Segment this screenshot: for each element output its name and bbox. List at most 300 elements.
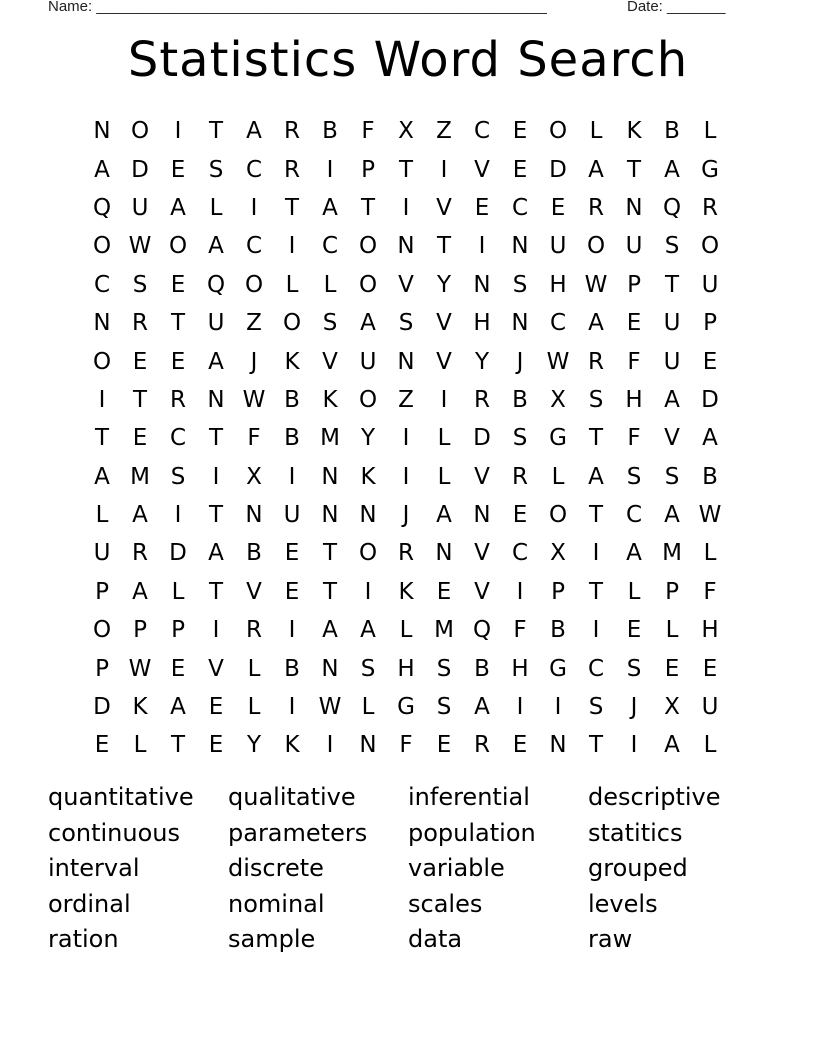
- grid-letter: A: [94, 156, 110, 183]
- grid-letter: T: [132, 386, 148, 413]
- grid-letter: E: [664, 655, 680, 682]
- grid-letter: E: [170, 271, 186, 298]
- grid-letter: J: [516, 348, 524, 375]
- grid-row: [83, 649, 729, 687]
- grid-letter: W: [242, 386, 266, 413]
- grid-letter: B: [664, 118, 680, 145]
- grid-letter: L: [323, 271, 337, 298]
- grid-letter: A: [132, 502, 148, 529]
- grid-letter: I: [288, 233, 296, 260]
- date-field-line: Date: _______: [627, 0, 726, 15]
- word-list-item: scales: [408, 889, 483, 918]
- grid-letter: S: [588, 694, 604, 721]
- grid-letter: D: [549, 156, 567, 183]
- grid-letter: I: [592, 617, 600, 644]
- grid-letter: I: [326, 732, 334, 759]
- grid-letter: N: [321, 655, 339, 682]
- word-list-item: variable: [408, 854, 505, 883]
- grid-letter: U: [131, 194, 149, 221]
- grid-letter: T: [208, 578, 224, 605]
- grid-letter: O: [92, 617, 112, 644]
- grid-letter: C: [245, 233, 263, 260]
- grid-letter: L: [247, 694, 261, 721]
- grid-letter: F: [703, 578, 717, 605]
- grid-letter: V: [322, 348, 338, 375]
- grid-letter: L: [437, 425, 451, 452]
- grid-letter: S: [208, 156, 224, 183]
- grid-letter: T: [170, 732, 186, 759]
- grid-letter: I: [478, 233, 486, 260]
- grid-letter: X: [246, 463, 262, 490]
- grid-letter: C: [473, 118, 491, 145]
- grid-letter: N: [321, 502, 339, 529]
- grid-letter: T: [436, 233, 452, 260]
- grid-letter: C: [169, 425, 187, 452]
- grid-letter: I: [516, 578, 524, 605]
- grid-letter: V: [474, 156, 490, 183]
- word-list-item: levels: [588, 889, 658, 918]
- grid-letter: A: [360, 617, 376, 644]
- grid-letter: L: [209, 194, 223, 221]
- grid-letter: N: [359, 732, 377, 759]
- grid-letter: S: [626, 655, 642, 682]
- grid-letter: T: [588, 732, 604, 759]
- letter-grid: [83, 112, 729, 765]
- grid-row: [83, 534, 729, 572]
- grid-letter: S: [132, 271, 148, 298]
- grid-letter: E: [284, 540, 300, 567]
- grid-letter: F: [627, 348, 641, 375]
- grid-letter: C: [625, 502, 643, 529]
- grid-letter: M: [130, 463, 150, 490]
- grid-letter: V: [474, 540, 490, 567]
- grid-letter: N: [93, 118, 111, 145]
- grid-letter: K: [284, 348, 300, 375]
- grid-letter: E: [94, 732, 110, 759]
- grid-letter: N: [511, 310, 529, 337]
- word-list-item: ordinal: [48, 889, 131, 918]
- grid-letter: L: [703, 732, 717, 759]
- grid-letter: W: [128, 233, 152, 260]
- grid-letter: V: [436, 310, 452, 337]
- grid-letter: J: [250, 348, 258, 375]
- grid-letter: P: [171, 617, 185, 644]
- word-list-item: ration: [48, 925, 119, 954]
- grid-letter: D: [93, 694, 111, 721]
- grid-letter: A: [132, 578, 148, 605]
- grid-letter: N: [625, 194, 643, 221]
- grid-letter: B: [550, 617, 566, 644]
- grid-letter: T: [208, 425, 224, 452]
- grid-letter: T: [208, 118, 224, 145]
- grid-letter: S: [360, 655, 376, 682]
- grid-row: [83, 573, 729, 611]
- grid-letter: I: [402, 194, 410, 221]
- grid-letter: A: [474, 694, 490, 721]
- grid-letter: C: [549, 310, 567, 337]
- grid-letter: D: [701, 386, 719, 413]
- grid-letter: E: [512, 156, 528, 183]
- word-list-item: raw: [588, 925, 633, 954]
- grid-letter: E: [436, 732, 452, 759]
- grid-letter: N: [435, 540, 453, 567]
- grid-letter: W: [584, 271, 608, 298]
- grid-letter: S: [436, 694, 452, 721]
- word-list-item: data: [408, 925, 463, 954]
- grid-letter: P: [95, 655, 109, 682]
- grid-letter: S: [588, 386, 604, 413]
- grid-letter: V: [436, 348, 452, 375]
- grid-letter: C: [93, 271, 111, 298]
- grid-letter: I: [288, 617, 296, 644]
- grid-letter: T: [626, 156, 642, 183]
- grid-letter: E: [284, 578, 300, 605]
- word-list-item: sample: [228, 925, 316, 954]
- grid-letter: U: [93, 540, 111, 567]
- grid-letter: Z: [436, 118, 452, 145]
- grid-letter: U: [625, 233, 643, 260]
- grid-letter: W: [546, 348, 570, 375]
- grid-letter: B: [474, 655, 490, 682]
- word-list-item: population: [408, 818, 536, 847]
- page-title: Statistics Word Search: [127, 32, 689, 88]
- grid-letter: O: [244, 271, 264, 298]
- grid-letter: L: [551, 463, 565, 490]
- grid-letter: N: [473, 502, 491, 529]
- grid-letter: D: [473, 425, 491, 452]
- grid-letter: H: [473, 310, 491, 337]
- grid-letter: O: [168, 233, 188, 260]
- grid-letter: F: [361, 118, 375, 145]
- grid-letter: X: [550, 540, 566, 567]
- word-list-item: qualitative: [228, 783, 356, 811]
- grid-letter: L: [361, 694, 375, 721]
- grid-letter: Q: [472, 617, 492, 644]
- grid-letter: X: [398, 118, 414, 145]
- grid-letter: T: [284, 194, 300, 221]
- grid-letter: L: [399, 617, 413, 644]
- grid-letter: S: [322, 310, 338, 337]
- grid-letter: I: [554, 694, 562, 721]
- grid-letter: W: [128, 655, 152, 682]
- grid-letter: I: [440, 156, 448, 183]
- grid-letter: N: [207, 386, 225, 413]
- grid-letter: V: [664, 425, 680, 452]
- grid-letter: I: [402, 425, 410, 452]
- grid-letter: H: [701, 617, 719, 644]
- grid-letter: R: [588, 194, 604, 221]
- grid-letter: O: [92, 348, 112, 375]
- grid-row: [83, 304, 729, 342]
- grid-letter: I: [440, 386, 448, 413]
- grid-letter: G: [701, 156, 719, 183]
- grid-letter: V: [474, 578, 490, 605]
- grid-letter: A: [94, 463, 110, 490]
- grid-letter: S: [626, 463, 642, 490]
- grid-letter: E: [170, 348, 186, 375]
- word-list-item: nominal: [228, 889, 325, 918]
- grid-letter: R: [474, 386, 490, 413]
- grid-letter: N: [473, 271, 491, 298]
- grid-letter: V: [246, 578, 262, 605]
- grid-letter: U: [283, 502, 301, 529]
- grid-row: [83, 189, 729, 227]
- grid-letter: G: [549, 425, 567, 452]
- word-list-item: inferential: [408, 783, 530, 811]
- grid-letter: N: [359, 502, 377, 529]
- name-field-line: Name: ______________________________________________________: [48, 0, 547, 15]
- grid-letter: H: [625, 386, 643, 413]
- grid-letter: T: [208, 502, 224, 529]
- grid-letter: A: [436, 502, 452, 529]
- grid-letter: E: [702, 348, 718, 375]
- grid-letter: S: [664, 233, 680, 260]
- grid-letter: F: [627, 425, 641, 452]
- grid-letter: Y: [246, 732, 262, 759]
- grid-letter: F: [247, 425, 261, 452]
- grid-row: [83, 458, 729, 496]
- grid-letter: P: [551, 578, 565, 605]
- grid-letter: O: [358, 540, 378, 567]
- grid-letter: O: [358, 233, 378, 260]
- grid-letter: M: [434, 617, 454, 644]
- grid-letter: P: [133, 617, 147, 644]
- grid-letter: A: [588, 156, 604, 183]
- grid-row: [83, 227, 729, 265]
- grid-letter: I: [402, 463, 410, 490]
- grid-letter: L: [95, 502, 109, 529]
- grid-letter: A: [208, 348, 224, 375]
- grid-letter: N: [321, 463, 339, 490]
- grid-letter: Q: [206, 271, 226, 298]
- grid-letter: A: [360, 310, 376, 337]
- grid-letter: I: [98, 386, 106, 413]
- grid-letter: U: [549, 233, 567, 260]
- grid-letter: A: [322, 617, 338, 644]
- grid-letter: A: [626, 540, 642, 567]
- grid-letter: D: [169, 540, 187, 567]
- grid-letter: A: [170, 194, 186, 221]
- grid-letter: T: [94, 425, 110, 452]
- grid-letter: O: [92, 233, 112, 260]
- grid-letter: T: [588, 425, 604, 452]
- grid-letter: O: [282, 310, 302, 337]
- grid-letter: A: [208, 540, 224, 567]
- grid-letter: S: [664, 463, 680, 490]
- grid-letter: U: [663, 310, 681, 337]
- grid-letter: U: [663, 348, 681, 375]
- grid-row: [83, 496, 729, 534]
- grid-letter: C: [245, 156, 263, 183]
- grid-letter: K: [322, 386, 338, 413]
- grid-letter: W: [318, 694, 342, 721]
- grid-letter: T: [588, 502, 604, 529]
- grid-letter: L: [589, 118, 603, 145]
- grid-letter: T: [170, 310, 186, 337]
- grid-letter: F: [399, 732, 413, 759]
- grid-letter: L: [171, 578, 185, 605]
- grid-letter: O: [548, 118, 568, 145]
- grid-letter: B: [322, 118, 338, 145]
- grid-letter: P: [703, 310, 717, 337]
- grid-letter: R: [588, 348, 604, 375]
- grid-letter: M: [320, 425, 340, 452]
- grid-row: [83, 112, 729, 150]
- grid-letter: O: [700, 233, 720, 260]
- grid-letter: C: [511, 194, 529, 221]
- word-list-item: interval: [48, 854, 140, 883]
- grid-letter: Y: [474, 348, 490, 375]
- grid-letter: E: [208, 732, 224, 759]
- grid-letter: G: [397, 694, 415, 721]
- grid-letter: T: [588, 578, 604, 605]
- grid-letter: E: [208, 694, 224, 721]
- grid-letter: E: [474, 194, 490, 221]
- grid-letter: R: [512, 463, 528, 490]
- grid-letter: V: [208, 655, 224, 682]
- word-list: [48, 780, 768, 958]
- grid-letter: A: [588, 463, 604, 490]
- grid-letter: B: [702, 463, 718, 490]
- grid-letter: I: [174, 118, 182, 145]
- grid-letter: E: [170, 156, 186, 183]
- grid-letter: E: [132, 425, 148, 452]
- grid-letter: E: [626, 617, 642, 644]
- grid-letter: R: [246, 617, 262, 644]
- grid-letter: R: [474, 732, 490, 759]
- grid-letter: C: [321, 233, 339, 260]
- grid-letter: K: [398, 578, 414, 605]
- grid-letter: I: [288, 694, 296, 721]
- grid-letter: L: [133, 732, 147, 759]
- grid-letter: R: [170, 386, 186, 413]
- grid-letter: F: [513, 617, 527, 644]
- grid-letter: L: [627, 578, 641, 605]
- grid-letter: K: [626, 118, 642, 145]
- grid-letter: U: [207, 310, 225, 337]
- grid-letter: Y: [360, 425, 376, 452]
- grid-letter: O: [586, 233, 606, 260]
- grid-letter: T: [322, 578, 338, 605]
- grid-row: [83, 611, 729, 649]
- grid-letter: A: [664, 386, 680, 413]
- grid-letter: E: [512, 502, 528, 529]
- grid-letter: L: [703, 540, 717, 567]
- grid-letter: V: [474, 463, 490, 490]
- grid-letter: H: [549, 271, 567, 298]
- grid-letter: P: [361, 156, 375, 183]
- grid-letter: R: [398, 540, 414, 567]
- grid-letter: I: [250, 194, 258, 221]
- grid-letter: O: [358, 271, 378, 298]
- grid-row: [83, 342, 729, 380]
- grid-letter: A: [170, 694, 186, 721]
- grid-letter: A: [664, 502, 680, 529]
- grid-letter: I: [326, 156, 334, 183]
- grid-letter: A: [322, 194, 338, 221]
- grid-letter: Y: [436, 271, 452, 298]
- grid-letter: I: [592, 540, 600, 567]
- grid-letter: A: [702, 425, 718, 452]
- grid-letter: R: [284, 118, 300, 145]
- grid-letter: Q: [92, 194, 112, 221]
- grid-letter: R: [702, 194, 718, 221]
- word-list-item: discrete: [228, 854, 324, 883]
- grid-letter: E: [436, 578, 452, 605]
- word-list-item: quantitative: [48, 783, 194, 811]
- grid-letter: S: [170, 463, 186, 490]
- grid-letter: N: [93, 310, 111, 337]
- grid-letter: B: [512, 386, 528, 413]
- grid-letter: P: [627, 271, 641, 298]
- grid-letter: L: [703, 118, 717, 145]
- grid-letter: N: [549, 732, 567, 759]
- grid-letter: B: [284, 655, 300, 682]
- grid-letter: P: [95, 578, 109, 605]
- grid-letter: J: [402, 502, 410, 529]
- word-list-item: descriptive: [588, 783, 721, 811]
- grid-letter: M: [662, 540, 682, 567]
- grid-letter: K: [132, 694, 148, 721]
- grid-letter: N: [397, 233, 415, 260]
- grid-letter: V: [398, 271, 414, 298]
- grid-letter: E: [702, 655, 718, 682]
- grid-letter: E: [626, 310, 642, 337]
- grid-row: [83, 266, 729, 304]
- grid-letter: C: [587, 655, 605, 682]
- grid-letter: B: [284, 386, 300, 413]
- grid-letter: S: [398, 310, 414, 337]
- grid-letter: U: [701, 271, 719, 298]
- grid-letter: L: [247, 655, 261, 682]
- word-list-item: grouped: [588, 854, 688, 883]
- word-list-item: continuous: [48, 818, 180, 847]
- grid-letter: L: [665, 617, 679, 644]
- grid-letter: P: [665, 578, 679, 605]
- grid-letter: D: [131, 156, 149, 183]
- word-list-item: parameters: [228, 818, 368, 847]
- grid-letter: T: [664, 271, 680, 298]
- grid-letter: H: [511, 655, 529, 682]
- grid-row: [83, 688, 729, 726]
- grid-letter: E: [170, 655, 186, 682]
- grid-letter: I: [212, 463, 220, 490]
- grid-letter: V: [436, 194, 452, 221]
- grid-letter: A: [246, 118, 262, 145]
- grid-letter: X: [550, 386, 566, 413]
- grid-letter: R: [284, 156, 300, 183]
- grid-letter: E: [132, 348, 148, 375]
- grid-letter: Z: [398, 386, 414, 413]
- grid-letter: X: [664, 694, 680, 721]
- grid-letter: A: [664, 156, 680, 183]
- grid-letter: G: [549, 655, 567, 682]
- grid-letter: N: [245, 502, 263, 529]
- grid-letter: W: [698, 502, 722, 529]
- grid-letter: E: [550, 194, 566, 221]
- grid-letter: A: [588, 310, 604, 337]
- grid-letter: O: [548, 502, 568, 529]
- grid-letter: C: [511, 540, 529, 567]
- grid-letter: S: [512, 271, 528, 298]
- grid-letter: O: [358, 386, 378, 413]
- grid-letter: K: [360, 463, 376, 490]
- grid-letter: I: [516, 694, 524, 721]
- grid-letter: H: [397, 655, 415, 682]
- grid-letter: I: [174, 502, 182, 529]
- grid-letter: N: [511, 233, 529, 260]
- grid-letter: S: [512, 425, 528, 452]
